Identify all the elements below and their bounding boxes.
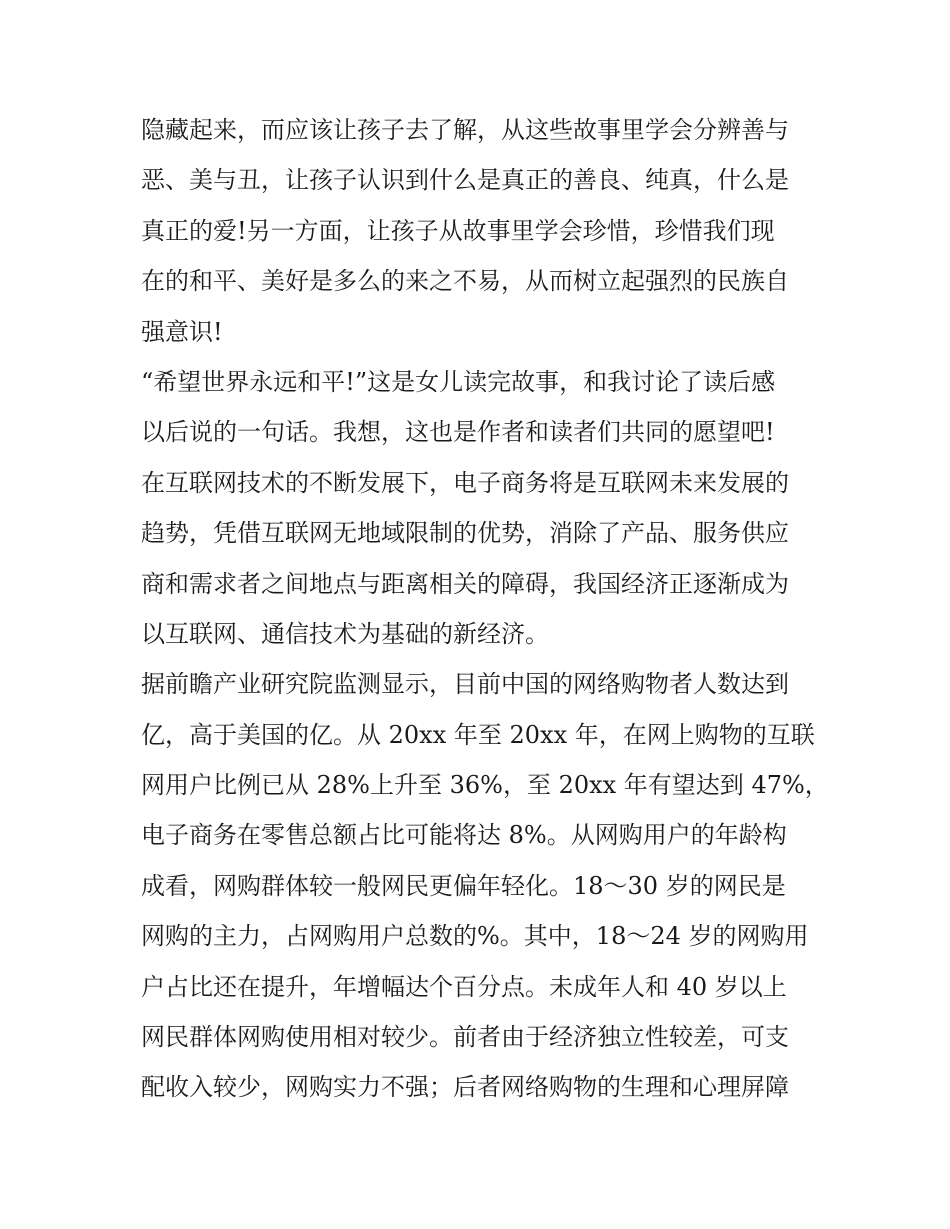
text-line-9: 趋势，凭借互联网无地域限制的优势，消除了产品、服务供应 [141, 519, 789, 548]
text-line-5: 强意识! [141, 317, 223, 346]
text-line-16: 成看，网购群体较一般网民更偏年轻化。18～30 岁的网民是 [141, 871, 786, 900]
text-line-4: 在的和平、美好是多么的来之不易，从而树立起强烈的民族自 [141, 267, 789, 296]
text-line-7: 以后说的一句话。我想，这也是作者和读者们共同的愿望吧! [141, 418, 775, 447]
text-line-8: 在互联网技术的不断发展下，电子商务将是互联网未来发展的 [141, 468, 789, 497]
text-line-17: 网购的主力，占网购用户总数的%。其中，18～24 岁的网购用 [141, 922, 809, 951]
text-line-14: 网用户比例已从 28%上升至 36%，至 20xx 年有望达到 47%， [141, 771, 829, 800]
text-line-10: 商和需求者之间地点与距离相关的障碍，我国经济正逐渐成为 [141, 569, 789, 598]
text-line-20: 配收入较少，网购实力不强；后者网络购物的生理和心理屏障 [141, 1073, 789, 1102]
text-line-11: 以互联网、通信技术为基础的新经济。 [141, 619, 549, 648]
body-text [141, 105, 829, 1113]
text-line-6: “希望世界永远和平!”这是女儿读完故事，和我讨论了读后感 [141, 367, 776, 396]
text-line-13: 亿，高于美国的亿。从 20xx 年至 20xx 年，在网上购物的互联 [141, 720, 815, 749]
text-line-2: 恶、美与丑，让孩子认识到什么是真正的善良、纯真，什么是 [141, 166, 789, 195]
text-line-18: 户占比还在提升，年增幅达个百分点。未成年人和 40 岁以上 [141, 972, 787, 1001]
text-line-1: 隐藏起来，而应该让孩子去了解，从这些故事里学会分辨善与 [141, 116, 789, 144]
text-line-12: 据前瞻产业研究院监测显示，目前中国的网络购物者人数达到 [141, 670, 789, 699]
text-line-3: 真正的爱!另一方面，让孩子从故事里学会珍惜，珍惜我们现 [141, 216, 775, 245]
text-line-19: 网民群体网购使用相对较少。前者由于经济独立性较差，可支 [141, 1023, 789, 1052]
text-line-15: 电子商务在零售总额占比可能将达 8%。从网购用户的年龄构 [141, 821, 787, 850]
